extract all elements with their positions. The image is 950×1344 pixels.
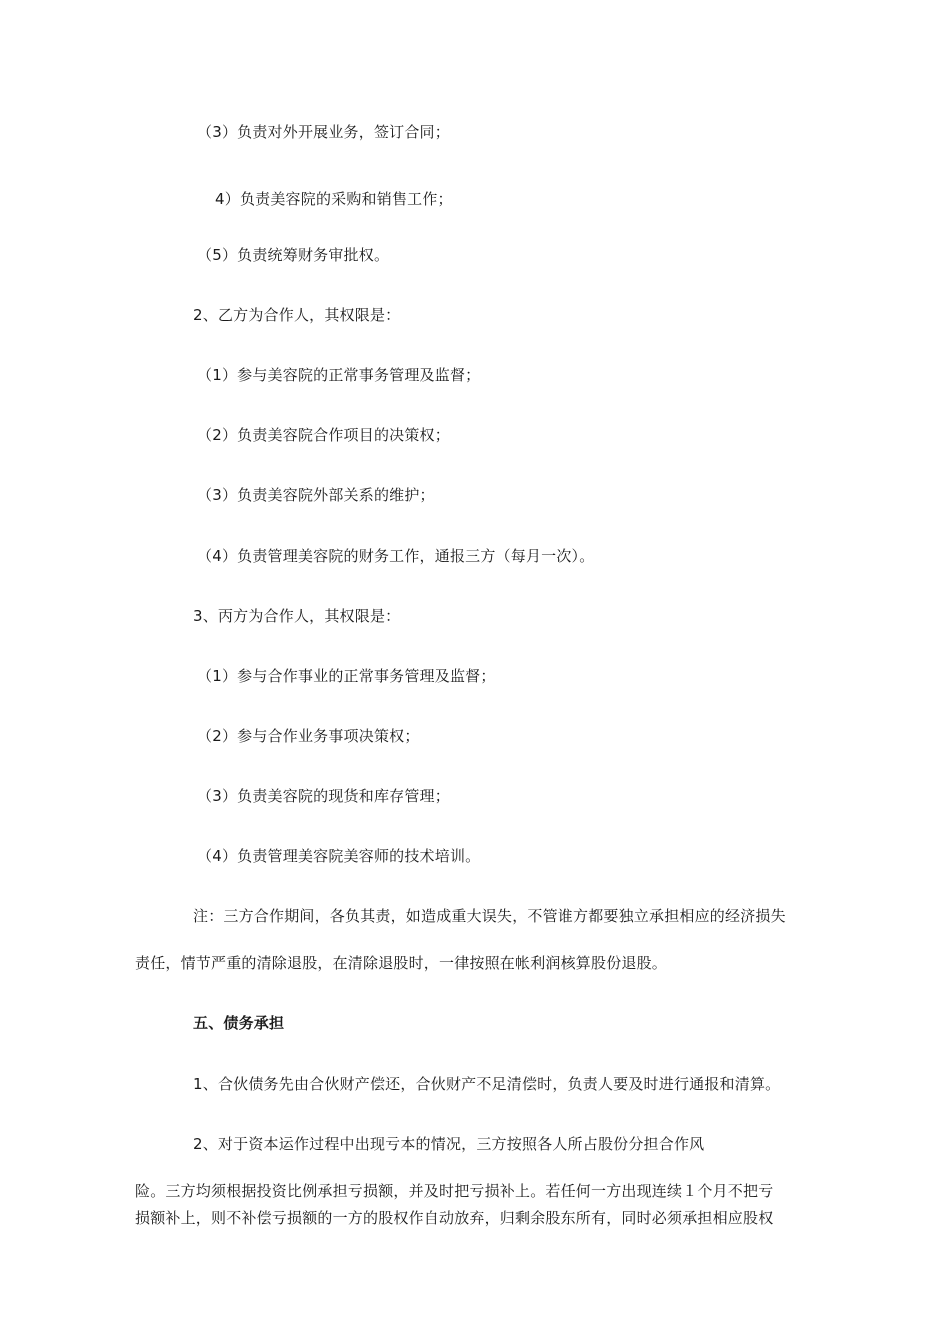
- clause-item: 4）负责美容院的采购和销售工作；: [215, 190, 453, 208]
- section-heading: 2、乙方为合作人，其权限是：: [193, 306, 401, 324]
- clause-item: （2）负责美容院合作项目的决策权；: [197, 426, 450, 444]
- clause-item: （3）负责对外开展业务，签订合同；: [197, 123, 450, 141]
- clause-item: （2）参与合作业务事项决策权；: [197, 727, 420, 745]
- note-paragraph-continued: 责任，情节严重的清除退股，在清除退股时，一律按照在帐利润核算股份退股。: [135, 954, 668, 972]
- debt-clause-continued: 险。三方均须根据投资比例承担亏损额，并及时把亏损补上。若任何一方出现连续１个月不把亏: [135, 1182, 774, 1200]
- clause-item: （5）负责统筹财务审批权。: [197, 246, 390, 264]
- clause-item: （1）参与美容院的正常事务管理及监督；: [197, 366, 481, 384]
- debt-clause: 1、合伙债务先由合伙财产偿还，合伙财产不足清偿时，负责人要及时进行通报和清算。: [193, 1075, 781, 1093]
- chapter-heading: 五、债务承担: [193, 1014, 285, 1032]
- debt-clause: 2、对于资本运作过程中出现亏本的情况，三方按照各人所占股份分担合作风: [193, 1135, 705, 1153]
- section-heading: 3、丙方为合作人，其权限是：: [193, 607, 401, 625]
- clause-item: （3）负责美容院外部关系的维护；: [197, 486, 435, 504]
- note-paragraph: 注：三方合作期间，各负其责，如造成重大误失，不管谁方都要独立承担相应的经济损失: [193, 907, 786, 925]
- clause-item: （1）参与合作事业的正常事务管理及监督；: [197, 667, 496, 685]
- debt-clause-continued: 损额补上，则不补偿亏损额的一方的股权作自动放弃，归剩余股东所有，同时必须承担相应股权: [135, 1209, 774, 1227]
- clause-item: （3）负责美容院的现货和库存管理；: [197, 787, 450, 805]
- clause-item: （4）负责管理美容院美容师的技术培训。: [197, 847, 481, 865]
- clause-item: （4）负责管理美容院的财务工作，通报三方（每月一次）。: [197, 547, 595, 565]
